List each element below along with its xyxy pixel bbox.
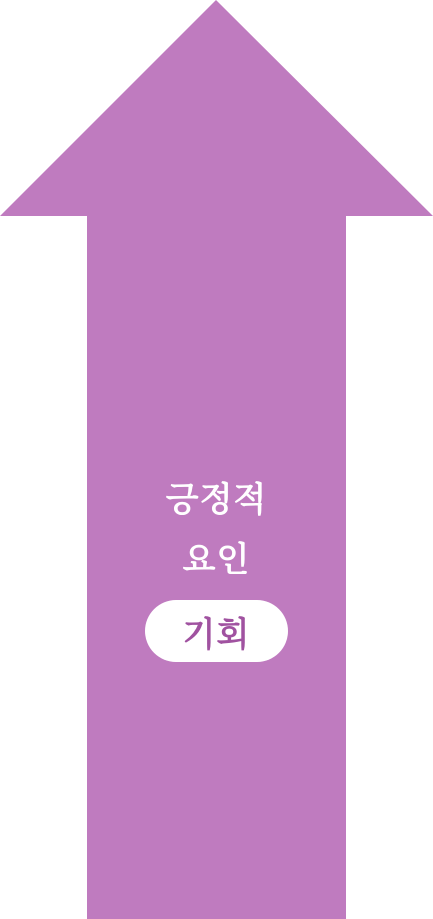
opportunity-tag: [145, 600, 288, 662]
arrow-label: [87, 478, 346, 662]
opportunity-tag-label: 기회: [182, 614, 251, 655]
label-line-positive: 긍정적: [165, 480, 268, 520]
label-line-factor: 요인: [182, 540, 251, 580]
